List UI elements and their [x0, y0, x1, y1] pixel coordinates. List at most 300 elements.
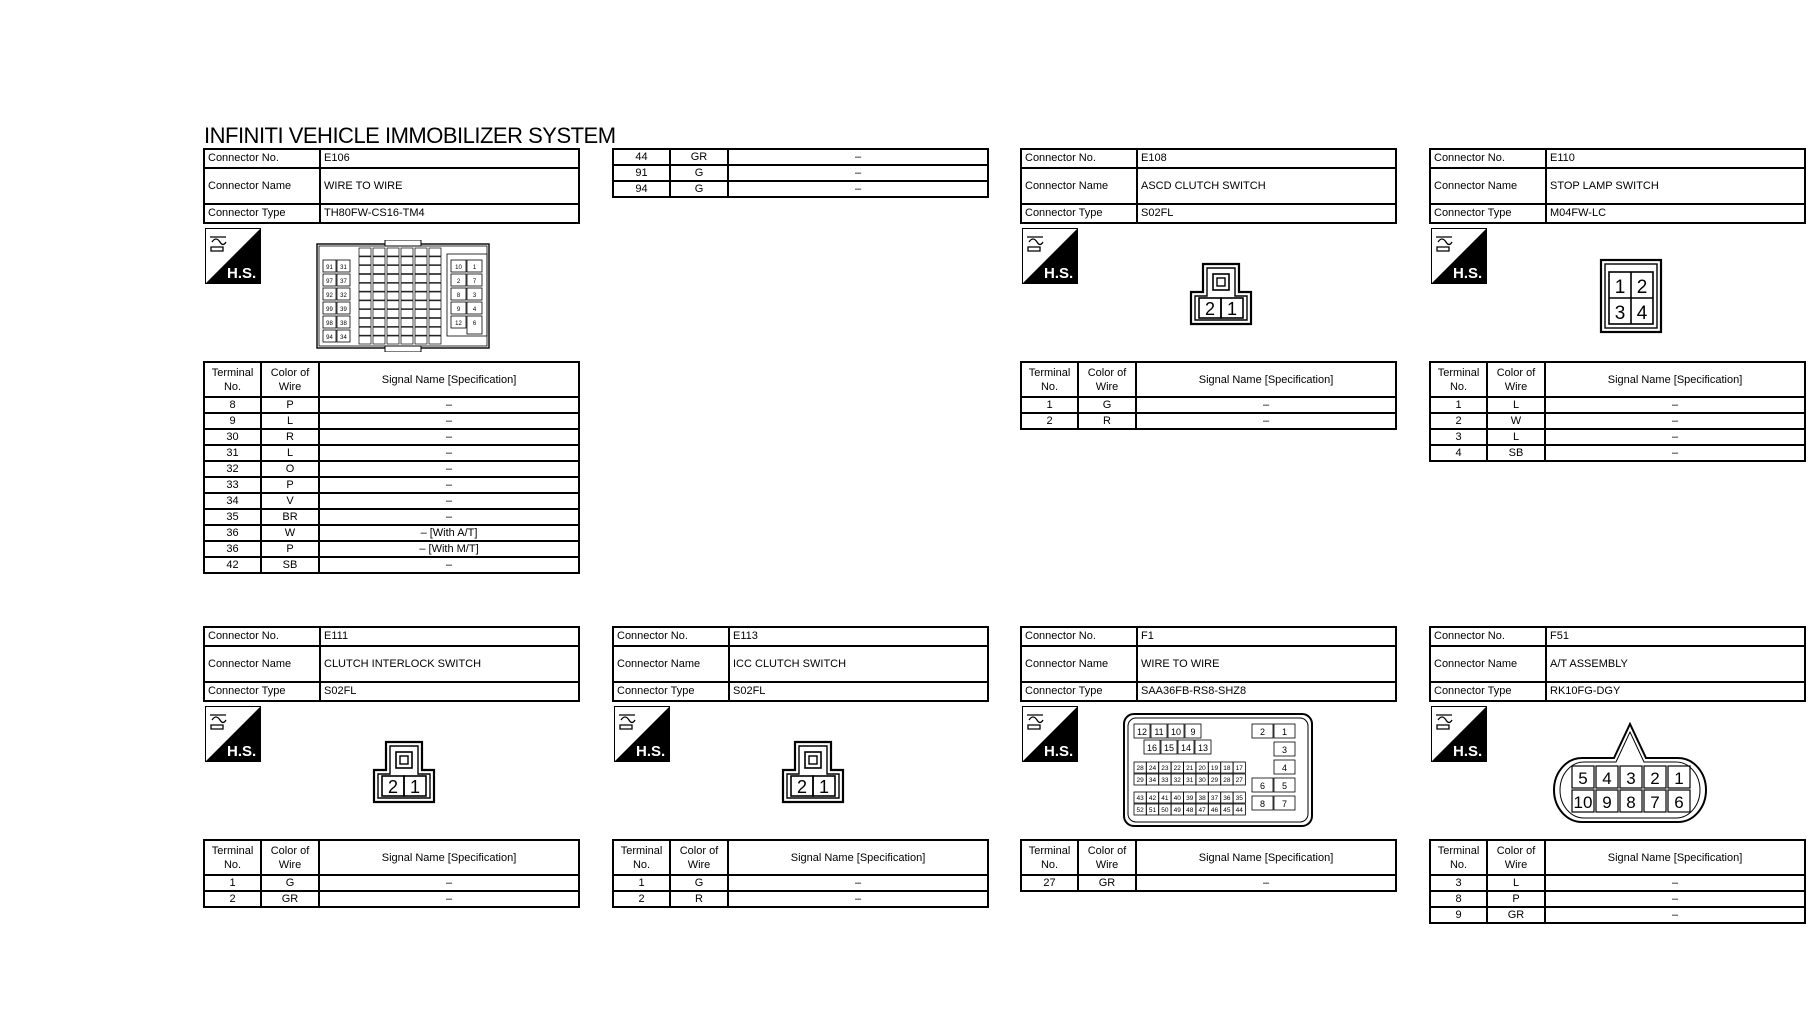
connector-header-e106 [203, 148, 580, 224]
pin-label: 4 [472, 307, 477, 313]
svg-text:H.S.: H.S. [1453, 743, 1483, 760]
wire-color: GR [1078, 875, 1136, 891]
signal-name: – [1545, 875, 1805, 891]
connector-name-value: ICC CLUTCH SWITCH [729, 646, 988, 682]
svg-text:H.S.: H.S. [1044, 265, 1074, 282]
pin-label: 13 [1197, 743, 1209, 753]
signal-name: – [728, 891, 988, 907]
pin-label: 18 [1223, 765, 1231, 772]
pin-label: 1 [1614, 277, 1626, 298]
color-of-wire-header: Color of Wire [670, 840, 728, 875]
wire-color: R [261, 429, 319, 445]
connector-no-label: Connector No. [204, 627, 320, 646]
pin-label: 3 [1614, 303, 1626, 324]
pin-label: 4 [1602, 769, 1612, 788]
connector-no-value: E113 [729, 627, 988, 646]
harness-side-icon [1022, 228, 1078, 284]
connector-header-e108 [1020, 148, 1397, 224]
table-row [1430, 907, 1805, 923]
pin-label: 47 [1198, 807, 1206, 814]
terminal-table-e111 [203, 839, 580, 908]
wire-color: L [1487, 875, 1545, 891]
pin-label: 29 [1136, 777, 1144, 784]
connector-name-label: Connector Name [204, 168, 320, 204]
pin-label: 37 [340, 279, 347, 285]
table-row [204, 429, 579, 445]
table-row [204, 413, 579, 429]
connector-type-label: Connector Type [1430, 204, 1546, 223]
connector-name-label: Connector Name [1021, 646, 1137, 682]
signal-name: – [728, 149, 988, 165]
terminal-no: 1 [613, 875, 670, 891]
table-row [204, 525, 579, 541]
signal-name: – [319, 493, 579, 509]
connector-header-f1 [1020, 626, 1397, 702]
terminal-no-header: Terminal No. [204, 362, 261, 397]
wire-color: L [261, 445, 319, 461]
signal-name: – [319, 397, 579, 413]
connector-type-value: S02FL [320, 682, 579, 701]
pin-label: 48 [1186, 807, 1194, 814]
connector-type-value: S02FL [1137, 204, 1396, 223]
signal-name: – [1545, 445, 1805, 461]
signal-name: – [728, 875, 988, 891]
pin-label: 9 [456, 307, 461, 313]
connector-name-value: STOP LAMP SWITCH [1546, 168, 1805, 204]
pin-label: 50 [1161, 807, 1169, 814]
connector-type-label: Connector Type [204, 682, 320, 701]
pin-label: 9 [1190, 727, 1196, 737]
pin-label: 8 [456, 293, 461, 299]
wire-color: P [261, 541, 319, 557]
wire-color: G [670, 875, 728, 891]
svg-text:H.S.: H.S. [1044, 743, 1074, 760]
color-of-wire-header: Color of Wire [261, 362, 319, 397]
pin-label: 11 [1154, 727, 1164, 737]
table-row [204, 509, 579, 525]
signal-name: – [1545, 413, 1805, 429]
pin-label: 31 [340, 265, 347, 271]
pin-label: 30 [1198, 777, 1206, 784]
terminal-no: 2 [1021, 413, 1078, 429]
connector-face-diagram [781, 740, 845, 804]
terminal-no: 8 [1430, 891, 1487, 907]
wire-color: G [261, 875, 319, 891]
connector-no-label: Connector No. [1430, 149, 1546, 168]
connector-face-diagram [315, 240, 491, 352]
table-row [1430, 891, 1805, 907]
signal-name: – [319, 413, 579, 429]
connector-name-value: A/T ASSEMBLY [1546, 646, 1805, 682]
wire-color: G [1078, 397, 1136, 413]
signal-name: – [1545, 907, 1805, 923]
signal-name: – [1545, 429, 1805, 445]
pin-label: 34 [1148, 777, 1157, 784]
pin-label: 2 [1259, 727, 1266, 737]
connector-header-e110 [1429, 148, 1806, 224]
table-row [1430, 397, 1805, 413]
connector-no-value: F1 [1137, 627, 1396, 646]
wire-color: O [261, 461, 319, 477]
connector-no-value: F51 [1546, 627, 1805, 646]
svg-text:H.S.: H.S. [227, 743, 257, 760]
terminal-no: 27 [1021, 875, 1078, 891]
terminal-no-header: Terminal No. [1021, 362, 1078, 397]
pin-label: 33 [1161, 777, 1169, 784]
signal-name-header: Signal Name [Specification] [1136, 840, 1396, 875]
signal-name: – [319, 509, 579, 525]
pin-label: 2 [796, 777, 808, 797]
pin-label: 27 [1235, 777, 1243, 784]
pin-label: 17 [1235, 765, 1243, 772]
pin-label: 10 [455, 265, 462, 271]
terminal-no: 9 [204, 413, 261, 429]
pin-label: 1 [1226, 299, 1238, 319]
harness-side-icon [205, 228, 261, 284]
pin-label: 9 [1602, 793, 1612, 812]
pin-label: 15 [1163, 743, 1175, 753]
terminal-no-header: Terminal No. [1430, 840, 1487, 875]
pin-label: 51 [1148, 807, 1157, 814]
table-row [204, 891, 579, 907]
pin-label: 44 [1235, 807, 1243, 814]
connector-header-e111 [203, 626, 580, 702]
wire-color: V [261, 493, 319, 509]
wire-color: GR [1487, 907, 1545, 923]
signal-name: – [1136, 397, 1396, 413]
pin-label: 7 [472, 279, 477, 285]
table-row [204, 875, 579, 891]
svg-text:H.S.: H.S. [227, 265, 257, 282]
harness-side-icon [205, 706, 261, 762]
table-row [613, 149, 988, 165]
pin-label: 34 [340, 335, 347, 341]
connector-header-e113 [612, 626, 989, 702]
table-row [1430, 445, 1805, 461]
connector-name-label: Connector Name [204, 646, 320, 682]
pin-label: 1 [409, 777, 421, 797]
terminal-no: 3 [1430, 875, 1487, 891]
terminal-no: 36 [204, 525, 261, 541]
signal-name: – [1545, 891, 1805, 907]
connector-type-value: RK10FG-DGY [1546, 682, 1805, 701]
pin-label: 4 [1281, 763, 1288, 773]
terminal-no: 42 [204, 557, 261, 573]
terminal-table-e110 [1429, 361, 1806, 462]
pin-label: 32 [340, 293, 347, 299]
signal-name: – [319, 445, 579, 461]
pin-label: 32 [1173, 777, 1181, 784]
connector-name-label: Connector Name [1430, 168, 1546, 204]
color-of-wire-header: Color of Wire [261, 840, 319, 875]
pin-label: 21 [1186, 765, 1194, 772]
connector-name-value: ASCD CLUTCH SWITCH [1137, 168, 1396, 204]
pin-label: 4 [1636, 303, 1648, 324]
table-row [1430, 875, 1805, 891]
pin-label: 35 [1235, 795, 1243, 802]
wire-color: BR [261, 509, 319, 525]
pin-label: 46 [1210, 807, 1219, 814]
pin-label: 98 [326, 321, 333, 327]
connector-no-label: Connector No. [204, 149, 320, 168]
pin-label: 3 [472, 293, 477, 299]
terminal-table-f51 [1429, 839, 1806, 924]
pin-label: 31 [1186, 777, 1194, 784]
wire-color: SB [261, 557, 319, 573]
connector-no-value: E108 [1137, 149, 1396, 168]
terminal-no-header: Terminal No. [1021, 840, 1078, 875]
pin-label: 10 [1573, 793, 1593, 812]
wire-color: G [670, 181, 728, 197]
wire-color: L [1487, 397, 1545, 413]
connector-type-label: Connector Type [204, 204, 320, 223]
pin-label: 1 [1281, 727, 1288, 737]
pin-label: 37 [1210, 795, 1219, 802]
pin-label: 38 [1198, 795, 1206, 802]
terminal-no: 44 [613, 149, 670, 165]
signal-name-header: Signal Name [Specification] [319, 840, 579, 875]
connector-no-label: Connector No. [1021, 627, 1137, 646]
table-row [1430, 429, 1805, 445]
signal-name-header: Signal Name [Specification] [319, 362, 579, 397]
terminal-no: 2 [1430, 413, 1487, 429]
table-row [613, 165, 988, 181]
pin-label: 5 [1578, 769, 1588, 788]
pin-label: 1 [472, 265, 477, 271]
connector-name-value: WIRE TO WIRE [1137, 646, 1396, 682]
pin-label: 39 [340, 307, 347, 313]
terminal-table-e106 [203, 361, 580, 574]
pin-label: 29 [1210, 777, 1219, 784]
svg-text:H.S.: H.S. [1453, 265, 1483, 282]
connector-no-value: E110 [1546, 149, 1805, 168]
terminal-no: 8 [204, 397, 261, 413]
signal-name: – [319, 461, 579, 477]
pin-label: 28 [1223, 777, 1231, 784]
table-row [204, 493, 579, 509]
signal-name: – [1136, 413, 1396, 429]
pin-label: 39 [1186, 795, 1194, 802]
connector-face-diagram [1552, 722, 1708, 824]
pin-label: 40 [1173, 795, 1181, 802]
connector-no-label: Connector No. [1430, 627, 1546, 646]
terminal-no: 2 [613, 891, 670, 907]
terminal-no: 1 [204, 875, 261, 891]
table-row [1021, 397, 1396, 413]
color-of-wire-header: Color of Wire [1487, 362, 1545, 397]
wire-color: R [1078, 413, 1136, 429]
connector-name-value: CLUTCH INTERLOCK SWITCH [320, 646, 579, 682]
signal-name: – [319, 429, 579, 445]
table-row [613, 181, 988, 197]
connector-face-diagram [1599, 258, 1663, 334]
pin-label: 97 [326, 279, 333, 285]
terminal-no: 30 [204, 429, 261, 445]
wire-color: GR [261, 891, 319, 907]
connector-name-label: Connector Name [1021, 168, 1137, 204]
wire-color: W [261, 525, 319, 541]
wire-color: GR [670, 149, 728, 165]
terminal-no: 91 [613, 165, 670, 181]
connector-name-label: Connector Name [613, 646, 729, 682]
connector-face-diagram [1189, 262, 1253, 326]
table-row [204, 461, 579, 477]
pin-label: 52 [1136, 807, 1144, 814]
terminal-no-header: Terminal No. [1430, 362, 1487, 397]
pin-label: 2 [1650, 769, 1660, 788]
harness-side-icon [1022, 706, 1078, 762]
harness-side-icon [614, 706, 670, 762]
signal-name: – [728, 165, 988, 181]
color-of-wire-header: Color of Wire [1487, 840, 1545, 875]
table-row [613, 891, 988, 907]
pin-label: 7 [1650, 793, 1660, 812]
wire-color: R [670, 891, 728, 907]
pin-label: 5 [1281, 781, 1288, 791]
terminal-no: 3 [1430, 429, 1487, 445]
terminal-no: 32 [204, 461, 261, 477]
pin-label: 92 [326, 293, 333, 299]
terminal-no-header: Terminal No. [204, 840, 261, 875]
color-of-wire-header: Color of Wire [1078, 840, 1136, 875]
wire-color: P [1487, 891, 1545, 907]
signal-name: – [1545, 397, 1805, 413]
signal-name: – [319, 875, 579, 891]
pin-label: 14 [1180, 743, 1192, 753]
connector-type-value: SAA36FB-RS8-SHZ8 [1137, 682, 1396, 701]
wire-color: L [1487, 429, 1545, 445]
terminal-no: 31 [204, 445, 261, 461]
signal-name: – [With A/T] [319, 525, 579, 541]
pin-label: 6 [1259, 781, 1266, 791]
wire-color: SB [1487, 445, 1545, 461]
pin-label: 2 [456, 279, 461, 285]
pin-label: 1 [818, 777, 830, 797]
pin-label: 19 [1210, 765, 1219, 772]
pin-label: 1 [1674, 769, 1684, 788]
pin-label: 16 [1146, 743, 1158, 753]
connector-header-f51 [1429, 626, 1806, 702]
table-row [204, 477, 579, 493]
pin-label: 41 [1161, 795, 1169, 802]
pin-label: 7 [1281, 799, 1288, 809]
wire-color: G [670, 165, 728, 181]
connector-no-label: Connector No. [1021, 149, 1137, 168]
signal-name-header: Signal Name [Specification] [1545, 362, 1805, 397]
connector-name-value: WIRE TO WIRE [320, 168, 579, 204]
table-row [1021, 875, 1396, 891]
signal-name-header: Signal Name [Specification] [1545, 840, 1805, 875]
pin-label: 3 [1626, 769, 1636, 788]
connector-type-value: M04FW-LC [1546, 204, 1805, 223]
signal-name: – [319, 557, 579, 573]
pin-label: 10 [1170, 727, 1182, 737]
pin-label: 6 [472, 321, 477, 327]
terminal-table-e106-continued [612, 148, 989, 198]
wire-color: W [1487, 413, 1545, 429]
connector-type-label: Connector Type [1430, 682, 1546, 701]
terminal-no-header: Terminal No. [613, 840, 670, 875]
terminal-no: 35 [204, 509, 261, 525]
pin-label: 22 [1173, 765, 1181, 772]
pin-label: 49 [1173, 807, 1181, 814]
pin-label: 42 [1148, 795, 1157, 802]
connector-no-value: E106 [320, 149, 579, 168]
pin-label: 38 [340, 321, 347, 327]
signal-name: – [With M/T] [319, 541, 579, 557]
terminal-table-e108 [1020, 361, 1397, 430]
pin-label: 94 [326, 335, 333, 341]
pin-label: 36 [1223, 795, 1231, 802]
terminal-table-e113 [612, 839, 989, 908]
pin-label: 2 [1204, 299, 1216, 319]
wire-color: P [261, 477, 319, 493]
signal-name-header: Signal Name [Specification] [1136, 362, 1396, 397]
connector-type-label: Connector Type [1021, 204, 1137, 223]
svg-text:H.S.: H.S. [636, 743, 666, 760]
connector-face-diagram [1122, 712, 1314, 828]
terminal-no: 1 [1430, 397, 1487, 413]
pin-label: 45 [1223, 807, 1231, 814]
connector-type-value: S02FL [729, 682, 988, 701]
signal-name: – [319, 477, 579, 493]
terminal-no: 94 [613, 181, 670, 197]
signal-name: – [728, 181, 988, 197]
signal-name: – [319, 891, 579, 907]
connector-no-value: E111 [320, 627, 579, 646]
color-of-wire-header: Color of Wire [1078, 362, 1136, 397]
page-title: INFINITI VEHICLE IMMOBILIZER SYSTEM [204, 123, 616, 148]
pin-label: 8 [1259, 799, 1266, 809]
pin-label: 24 [1148, 765, 1157, 772]
terminal-no: 36 [204, 541, 261, 557]
connector-type-value: TH80FW-CS16-TM4 [320, 204, 579, 223]
table-row [1021, 413, 1396, 429]
harness-side-icon [1431, 228, 1487, 284]
connector-name-label: Connector Name [1430, 646, 1546, 682]
harness-side-icon [1431, 706, 1487, 762]
pin-label: 12 [455, 321, 462, 327]
connector-type-label: Connector Type [613, 682, 729, 701]
signal-name-header: Signal Name [Specification] [728, 840, 988, 875]
pin-label: 6 [1674, 793, 1684, 812]
pin-label: 12 [1136, 727, 1148, 737]
table-row [204, 397, 579, 413]
pin-label: 91 [326, 265, 333, 271]
terminal-no: 4 [1430, 445, 1487, 461]
table-row [1430, 413, 1805, 429]
signal-name: – [1136, 875, 1396, 891]
pin-label: 28 [1136, 765, 1144, 772]
pin-label: 99 [326, 307, 333, 313]
terminal-no: 33 [204, 477, 261, 493]
pin-label: 23 [1161, 765, 1169, 772]
pin-label: 2 [1636, 277, 1648, 298]
pin-label: 2 [387, 777, 399, 797]
pin-label: 8 [1626, 793, 1636, 812]
table-row [204, 445, 579, 461]
terminal-no: 1 [1021, 397, 1078, 413]
table-row [613, 875, 988, 891]
wire-color: P [261, 397, 319, 413]
connector-no-label: Connector No. [613, 627, 729, 646]
terminal-no: 34 [204, 493, 261, 509]
table-row [204, 541, 579, 557]
pin-label: 43 [1136, 795, 1144, 802]
terminal-table-f1 [1020, 839, 1397, 892]
terminal-no: 2 [204, 891, 261, 907]
pin-label: 20 [1198, 765, 1206, 772]
